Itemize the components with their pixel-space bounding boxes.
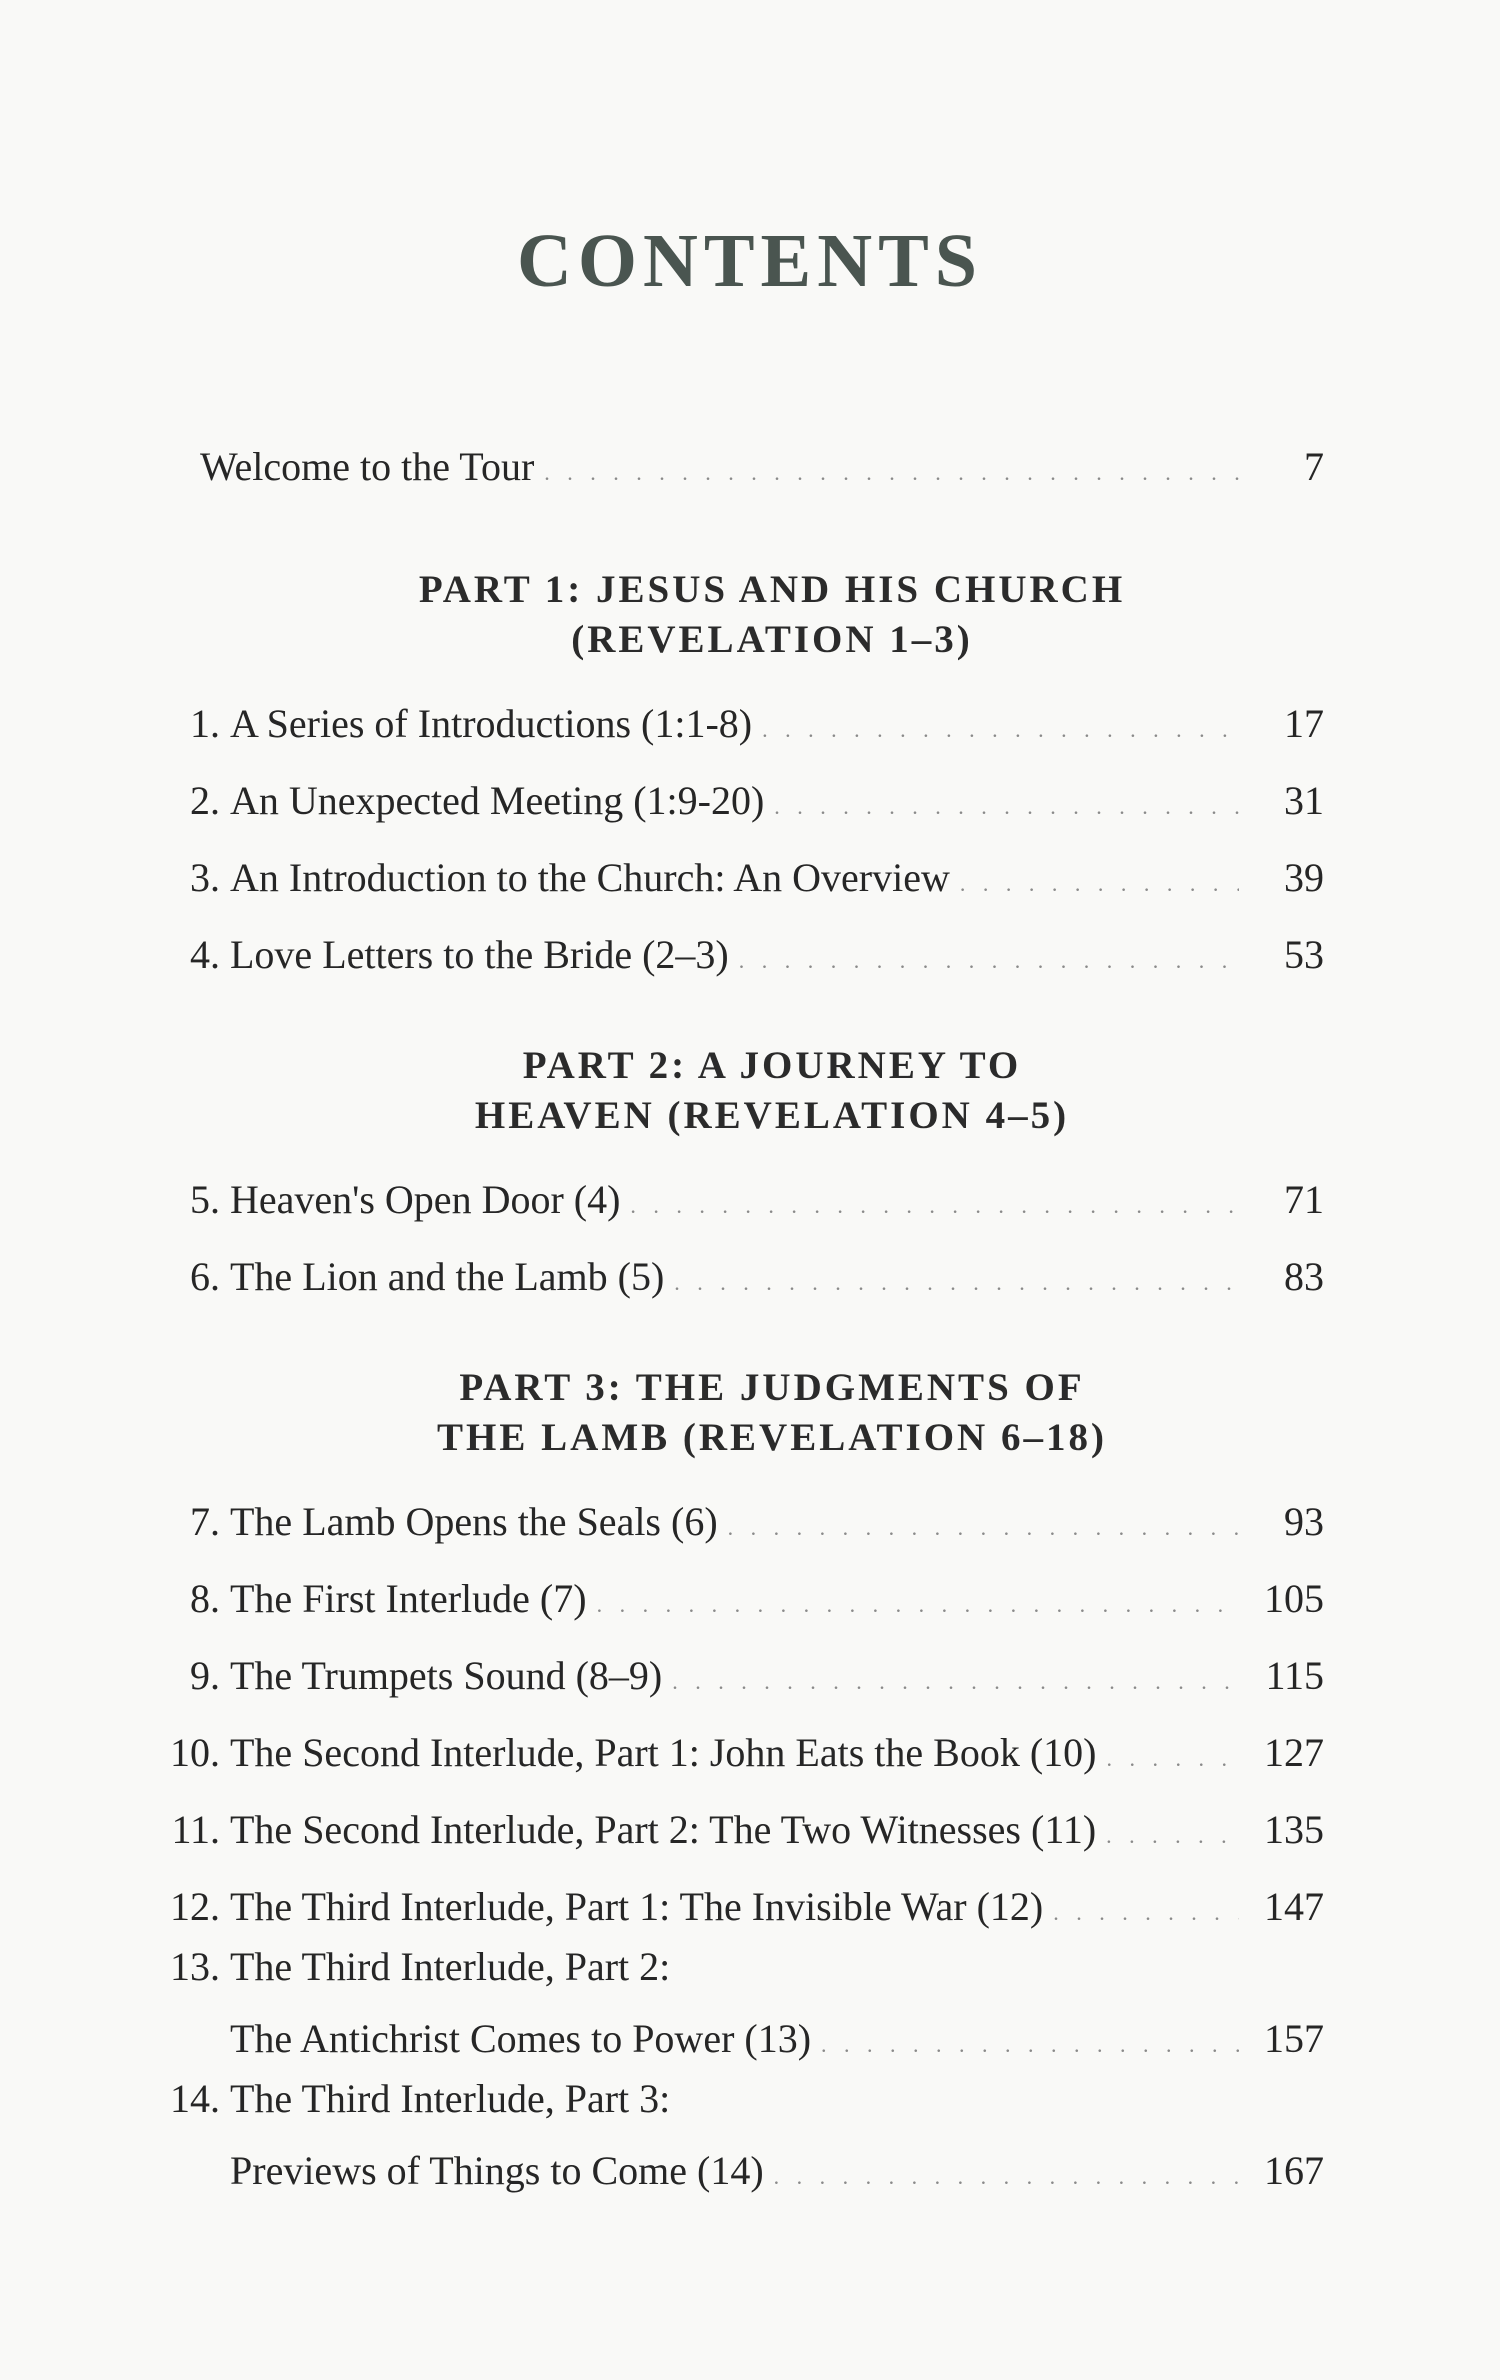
part-2-section — [150, 1041, 1324, 1307]
entry-page-number: 71 — [1284, 1177, 1324, 1222]
part-heading-line: (REVELATION 1–3) — [571, 618, 973, 661]
dot-leader — [739, 937, 1239, 985]
entry-page-number: 53 — [1284, 932, 1324, 977]
part-heading-line: PART 2: A JOURNEY TO — [522, 1044, 1022, 1087]
toc-entry[interactable] — [150, 831, 1324, 908]
part-heading — [150, 565, 1324, 665]
entry-number: 14. — [170, 2076, 220, 2121]
entry-page-number: 127 — [1264, 1730, 1324, 1775]
toc-entry[interactable] — [150, 908, 1324, 985]
entry-number: 8. — [190, 1576, 220, 1621]
entry-page-number: 167 — [1264, 2148, 1324, 2193]
toc-entry[interactable] — [150, 1552, 1324, 1629]
entry-page-number: 83 — [1284, 1254, 1324, 1299]
entry-number: 10. — [170, 1730, 220, 1775]
entry-page-number: 31 — [1284, 778, 1324, 823]
entry-page-number: 105 — [1264, 1576, 1324, 1621]
entry-number: 9. — [190, 1653, 220, 1698]
entry-label: An Introduction to the Church: An Overview — [230, 855, 950, 900]
dot-leader — [1106, 1812, 1239, 1860]
entry-label-line1: The Third Interlude, Part 3: — [230, 2076, 671, 2121]
entry-label: A Series of Introductions (1:1-8) — [230, 701, 753, 746]
part-heading-line: PART 1: JESUS AND HIS CHURCH — [418, 568, 1126, 611]
toc-list — [150, 420, 1324, 2257]
entry-page-number: 39 — [1284, 855, 1324, 900]
toc-entry[interactable] — [150, 754, 1324, 831]
entry-label: Love Letters to the Bride (2–3) — [230, 932, 729, 977]
part-1-section — [150, 565, 1324, 985]
entry-page-number: 17 — [1284, 701, 1324, 746]
entry-number: 3. — [190, 855, 220, 900]
entry-number: 11. — [171, 1807, 220, 1852]
dot-leader — [597, 1581, 1239, 1629]
entry-number: 5. — [190, 1177, 220, 1222]
dot-leader — [630, 1182, 1239, 1230]
toc-entry[interactable] — [150, 2069, 1324, 2201]
entry-page-number: 115 — [1265, 1653, 1324, 1698]
entry-page-number: 147 — [1264, 1884, 1324, 1929]
part-3-section — [150, 1363, 1324, 2201]
entry-label-line2: The Antichrist Comes to Power (13) — [230, 2016, 812, 2061]
entry-number: 4. — [190, 932, 220, 977]
entry-number: 13. — [170, 1944, 220, 1989]
dot-leader — [544, 449, 1239, 497]
entry-page-number: 7 — [1304, 444, 1324, 489]
part-heading-line: THE LAMB (REVELATION 6–18) — [437, 1416, 1107, 1459]
dot-leader — [672, 1658, 1239, 1706]
part-heading-line: HEAVEN (REVELATION 4–5) — [474, 1094, 1070, 1137]
dot-leader — [774, 783, 1239, 831]
entry-label: The Trumpets Sound (8–9) — [230, 1653, 663, 1698]
entry-label: Heaven's Open Door (4) — [230, 1177, 621, 1222]
entry-number: 6. — [190, 1254, 220, 1299]
entry-number: 2. — [190, 778, 220, 823]
entry-number: 12. — [170, 1884, 220, 1929]
dot-leader — [674, 1259, 1239, 1307]
toc-entry[interactable] — [150, 1153, 1324, 1230]
toc-entry[interactable] — [150, 1860, 1324, 1937]
part-heading-line: PART 3: THE JUDGMENTS OF — [459, 1366, 1085, 1409]
entry-number: 1. — [190, 701, 220, 746]
entry-label: The First Interlude (7) — [230, 1576, 587, 1621]
page-title: CONTENTS — [516, 219, 984, 303]
entry-number: 7. — [190, 1499, 220, 1544]
dot-leader — [1053, 1889, 1239, 1937]
part-heading — [150, 1363, 1324, 1463]
entry-label: The Second Interlude, Part 2: The Two Witnesses (11) — [230, 1807, 1097, 1852]
dot-leader — [821, 2021, 1239, 2069]
dot-leader — [728, 1504, 1239, 1552]
entry-label: An Unexpected Meeting (1:9-20) — [230, 778, 765, 823]
entry-page-number: 157 — [1264, 2016, 1324, 2061]
entry-label: The Third Interlude, Part 1: The Invisible War (12) — [230, 1884, 1044, 1929]
toc-entry[interactable] — [150, 1230, 1324, 1307]
toc-entry[interactable] — [150, 1475, 1324, 1552]
part-heading — [150, 1041, 1324, 1141]
toc-entry[interactable] — [150, 677, 1324, 754]
entry-page-number: 135 — [1264, 1807, 1324, 1852]
entry-label: The Lamb Opens the Seals (6) — [230, 1499, 718, 1544]
toc-entry[interactable] — [150, 1783, 1324, 1860]
entry-label: The Second Interlude, Part 1: John Eats the Book (10) — [230, 1730, 1097, 1775]
dot-leader — [1106, 1735, 1239, 1783]
toc-entry[interactable] — [150, 1937, 1324, 2069]
entry-label-line2: Previews of Things to Come (14) — [230, 2148, 764, 2193]
dot-leader — [960, 860, 1239, 908]
entry-label: Welcome to the Tour — [200, 444, 535, 489]
dot-leader — [774, 2153, 1239, 2201]
toc-entry-intro[interactable] — [150, 420, 1324, 497]
toc-entry[interactable] — [150, 1706, 1324, 1783]
toc-entry[interactable] — [150, 1629, 1324, 1706]
entry-label-line1: The Third Interlude, Part 2: — [230, 1944, 671, 1989]
entry-label: The Lion and the Lamb (5) — [230, 1254, 665, 1299]
dot-leader — [762, 706, 1239, 754]
entry-page-number: 93 — [1284, 1499, 1324, 1544]
